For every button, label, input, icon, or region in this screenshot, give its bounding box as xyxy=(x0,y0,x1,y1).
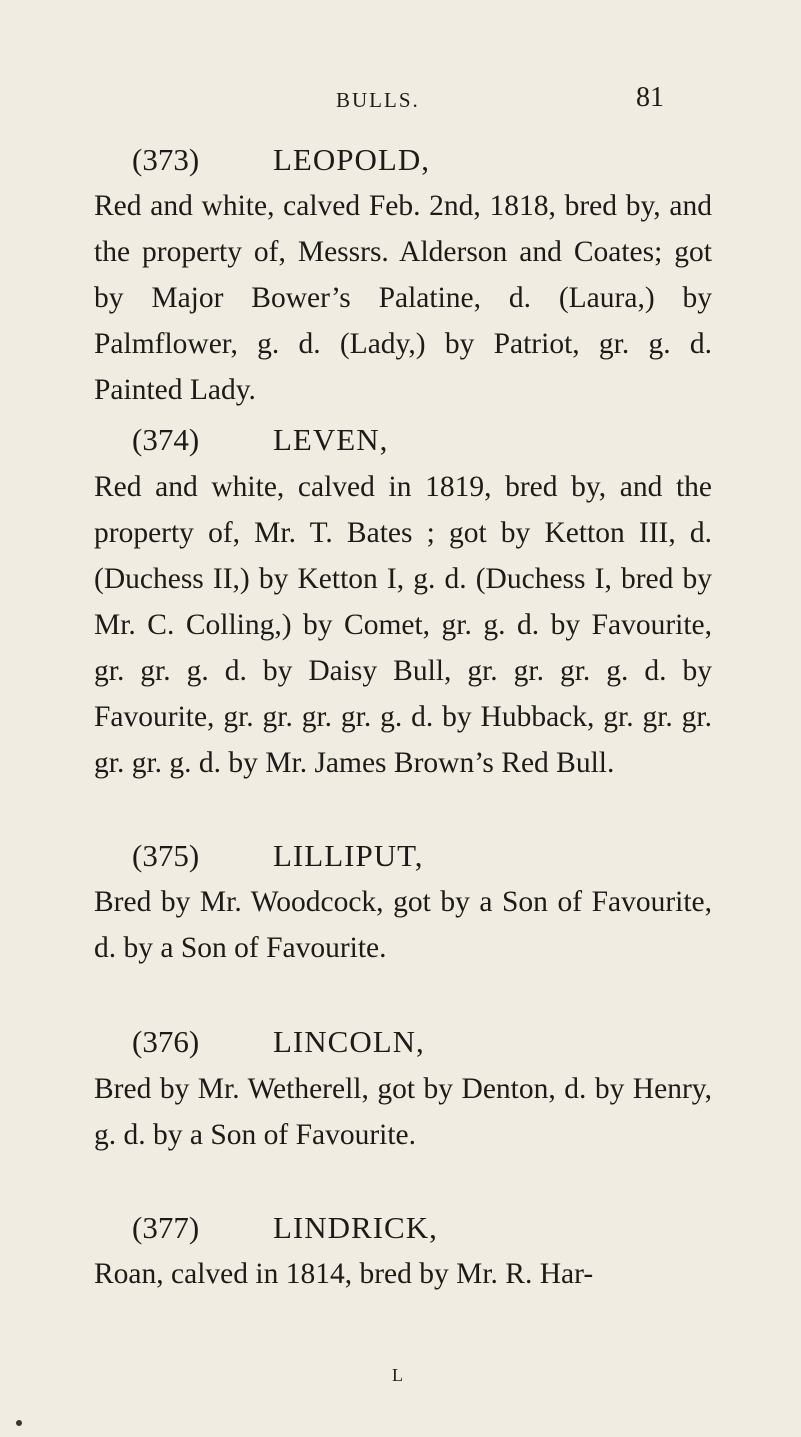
entry-text: Red and white, calved Feb. 2nd, 1818, bred by, and the property of, Messrs. Alderson and Coates; got by Major Bower’s Palatine, d. (Laura,) by Palmflower, g. d. (Lady,) by Patriot, gr. g. d. Painted Lady. xyxy=(94,190,712,406)
entry-name: LEVEN, xyxy=(273,422,389,457)
entry-text: Bred by Mr. Wetherell, got by Denton, d. by Henry, g. d. by a Son of Favourite. xyxy=(94,1073,712,1151)
running-head-title: BULLS. xyxy=(336,88,420,112)
ink-speck xyxy=(16,1420,22,1426)
entry-name: LINDRICK, xyxy=(273,1210,438,1245)
running-head xyxy=(0,82,801,128)
entry-number: (377) xyxy=(132,1210,200,1245)
entry-name: LILLIPUT, xyxy=(273,838,424,873)
page-number: 81 xyxy=(636,82,664,113)
entry-number: (373) xyxy=(132,142,200,177)
signature-mark: L xyxy=(392,1365,403,1385)
entry-number: (376) xyxy=(132,1024,200,1059)
entry-name: LINCOLN, xyxy=(273,1024,425,1059)
entry-number: (374) xyxy=(132,422,200,457)
entry-name: LEOPOLD, xyxy=(273,142,430,177)
entry-text: Red and white, calved in 1819, bred by, and the property of, Mr. T. Bates ; got by Ketton III, d. (Duchess II,) by Ketton I, g. d. (Duchess I, bred by Mr. C. Colling,) by Comet, gr. g. d. by Favourite, gr. gr. g. d. by Daisy Bull, gr. gr. gr. g. d. by Favourite, gr. gr. gr. gr. g. d. by Hubback, gr. gr. gr. gr. gr. g. d. by Mr. James Brown’s Red Bull. xyxy=(94,471,712,779)
entry-text: Roan, calved in 1814, bred by Mr. R. Har- xyxy=(94,1258,594,1290)
entry-number: (375) xyxy=(132,838,200,873)
entry-text: Bred by Mr. Woodcock, got by a Son of Favourite, d. by a Son of Favourite. xyxy=(94,886,712,964)
